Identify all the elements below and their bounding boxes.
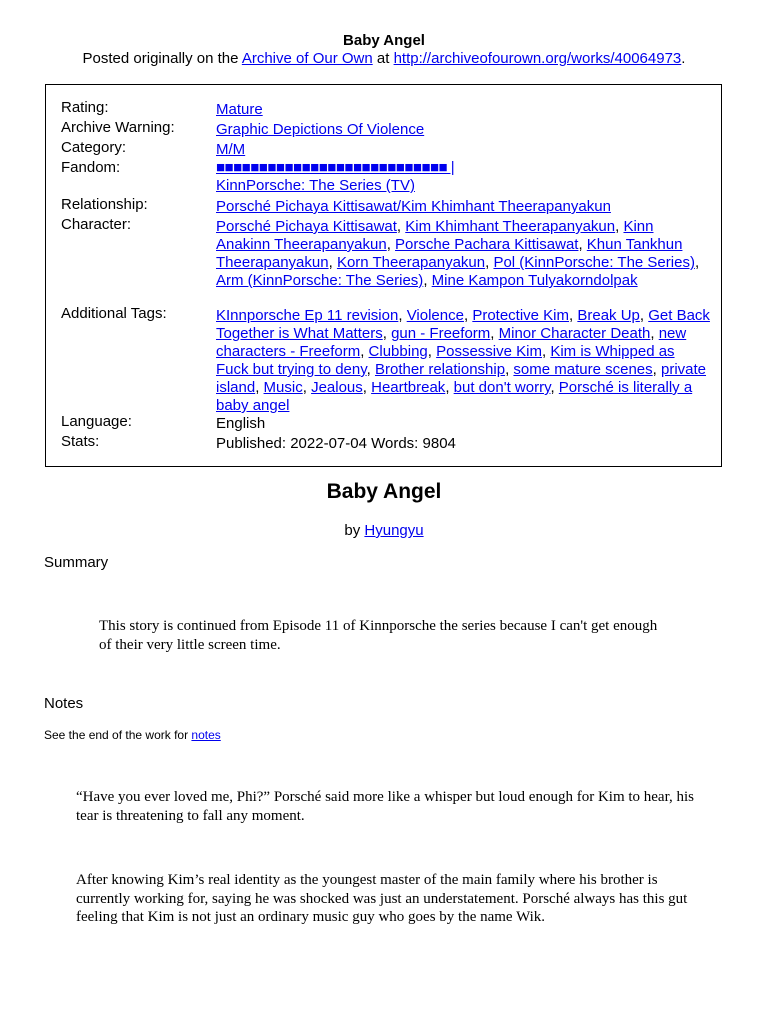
character-link[interactable]: Porsche Pachara Kittisawat xyxy=(395,236,579,253)
separator-comma: , xyxy=(360,343,369,360)
separator-comma: , xyxy=(505,361,514,378)
period: . xyxy=(681,50,686,67)
relationship-label: Relationship: xyxy=(61,196,148,213)
summary-heading: Summary xyxy=(44,554,109,571)
language-label: Language: xyxy=(61,413,132,430)
work-url-link[interactable]: http://archiveofourown.org/works/40064973 xyxy=(393,50,682,67)
tags-list xyxy=(216,307,711,415)
character-link[interactable]: Kim Khimhant Theerapanyakun xyxy=(405,218,616,235)
separator-comma: , xyxy=(550,379,559,396)
separator-comma: , xyxy=(650,325,659,342)
character-link[interactable]: Pol (KinnPorsche: The Series) xyxy=(493,254,695,271)
separator-comma: , xyxy=(423,272,432,289)
stats-label: Stats: xyxy=(61,433,100,450)
character-link[interactable]: Korn Theerapanyakun xyxy=(336,254,486,271)
posted-line xyxy=(0,50,768,67)
separator-comma: , xyxy=(396,218,406,235)
character-link[interactable]: Kinn Anakinn Theerapanyakun xyxy=(216,218,654,253)
byline xyxy=(0,522,768,539)
separator-comma: , xyxy=(652,361,661,378)
warning-label: Archive Warning: xyxy=(61,119,175,136)
tag-link[interactable]: Minor Character Death xyxy=(498,325,651,342)
tag-link[interactable]: Break Up xyxy=(577,307,640,324)
tag-link[interactable]: gun - Freeform xyxy=(391,325,491,342)
separator-comma: , xyxy=(302,379,312,396)
tag-link[interactable]: Get Back Together is What Matters xyxy=(216,307,710,342)
tag-link[interactable]: Jealous xyxy=(311,379,363,396)
separator-comma: , xyxy=(541,343,551,360)
tag-link[interactable]: Clubbing xyxy=(368,343,428,360)
stats-value: Published: 2022-07-04 Words: 9804 xyxy=(216,435,456,452)
separator-comma: , xyxy=(445,379,454,396)
notes-line xyxy=(44,728,221,742)
rating-label: Rating: xyxy=(61,99,109,116)
tag-link[interactable]: Porsché is literally a baby angel xyxy=(216,379,693,414)
relationship-link[interactable]: Porsché Pichaya Kittisawat/Kim Khimhant Theerapanyakun xyxy=(216,198,611,215)
by-text: by xyxy=(344,522,365,539)
posted-prefix: Posted originally on the xyxy=(82,50,242,67)
language-value: English xyxy=(216,415,266,432)
warning-link[interactable]: Graphic Depictions Of Violence xyxy=(216,121,425,138)
separator-comma: , xyxy=(485,254,494,271)
character-list xyxy=(216,218,711,290)
tag-link[interactable]: new characters - Freeform xyxy=(216,325,687,360)
character-link[interactable]: Porsché Pichaya Kittisawat xyxy=(216,218,397,235)
summary-text: This story is continued from Episode 11 of Kinnporsche the series because I can't get enough of their very little screen time. xyxy=(99,618,658,653)
tag-link[interactable]: some mature scenes xyxy=(513,361,653,378)
character-link[interactable]: Khun Tankhun Theerapanyakun xyxy=(216,236,683,271)
body-paragraph-2: After knowing Kim’s real identity as the youngest master of the main family where his brother is currently working for, saying he was shocked was just an understatement. Porsché always has this gut feeling that Kim is not just an ordinary music guy who goes by the name Wik. xyxy=(76,872,688,925)
rating-link[interactable]: Mature xyxy=(216,101,263,118)
separator-comma: , xyxy=(255,379,264,396)
tag-link[interactable]: Violence xyxy=(406,307,464,324)
category-label: Category: xyxy=(61,139,127,156)
tag-link[interactable]: but don't worry xyxy=(453,379,551,396)
character-link[interactable]: Arm (KinnPorsche: The Series) xyxy=(216,272,424,289)
work-title: Baby Angel xyxy=(326,480,442,503)
character-label: Character: xyxy=(61,216,132,233)
tag-link[interactable]: Kim is Whipped as Fuck but trying to deny xyxy=(216,343,675,378)
at-text: at xyxy=(372,50,394,67)
separator-comma: , xyxy=(615,218,624,235)
tag-link[interactable]: Brother relationship xyxy=(374,361,506,378)
separator-comma: , xyxy=(639,307,649,324)
metadata-box xyxy=(45,84,722,467)
archive-link[interactable]: Archive of Our Own xyxy=(241,50,373,67)
separator-comma: , xyxy=(382,325,392,342)
tags-label: Additional Tags: xyxy=(61,305,167,322)
tag-link[interactable]: Heartbreak xyxy=(371,379,446,396)
tag-link[interactable]: KInnporsche Ep 11 revision xyxy=(216,307,399,324)
author-link[interactable]: Hyungyu xyxy=(364,522,424,539)
separator-comma: , xyxy=(490,325,499,342)
tag-link[interactable]: Protective Kim xyxy=(472,307,570,324)
separator-comma: , xyxy=(366,361,375,378)
separator-comma: , xyxy=(578,236,587,253)
tag-link[interactable]: Music xyxy=(263,379,303,396)
tag-link[interactable]: private island xyxy=(216,361,707,396)
separator-comma: , xyxy=(398,307,407,324)
separator-comma: , xyxy=(328,254,337,271)
notes-prefix: See the end of the work for xyxy=(44,728,192,742)
separator-comma: , xyxy=(694,254,700,271)
category-link[interactable]: M/M xyxy=(216,141,246,158)
fandom-link-nonlatin[interactable]: ■■■■■■■■■■■■■■■■■■■■■■■■■■■ | xyxy=(216,159,455,176)
separator-comma: , xyxy=(463,307,473,324)
separator-comma: , xyxy=(362,379,372,396)
tag-link[interactable]: Possessive Kim xyxy=(436,343,542,360)
fandom-label: Fandom: xyxy=(61,159,121,176)
header-title: Baby Angel xyxy=(343,32,425,49)
fandom-link[interactable]: KinnPorsche: The Series (TV) xyxy=(216,177,415,194)
character-link[interactable]: Mine Kampon Tulyakorndolpak xyxy=(431,272,638,289)
notes-heading: Notes xyxy=(44,695,84,712)
separator-comma: , xyxy=(386,236,396,253)
separator-comma: , xyxy=(569,307,578,324)
notes-link[interactable]: notes xyxy=(191,728,221,742)
body-paragraph-1: “Have you ever loved me, Phi?” Porsché said more like a whisper but loud enough for Kim to hear, his tear is threatening to fall any moment. xyxy=(76,789,694,824)
separator-comma: , xyxy=(427,343,437,360)
